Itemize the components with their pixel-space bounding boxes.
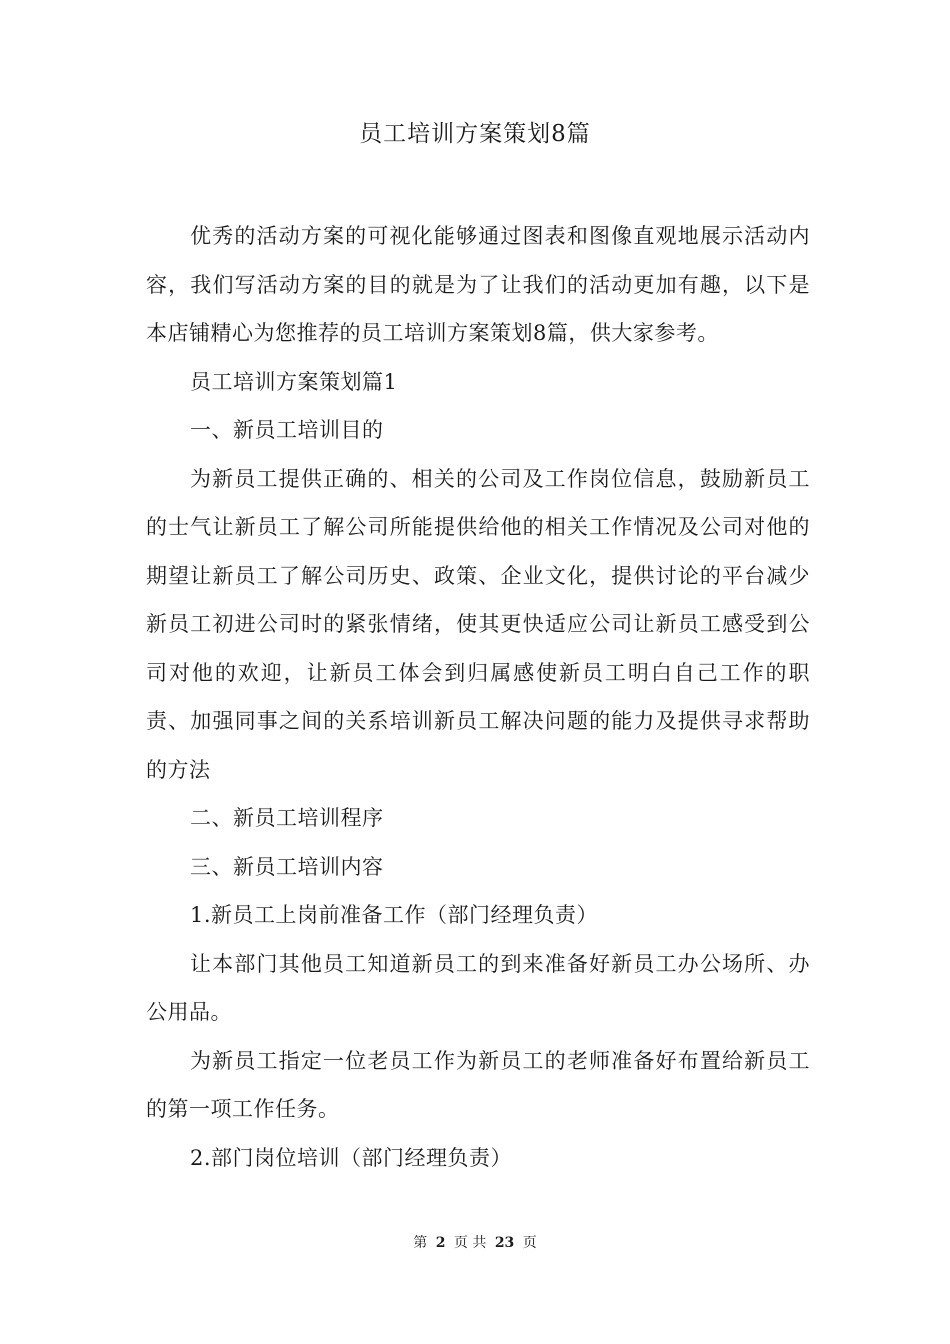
section-heading-procedure: 二、新员工培训程序 [190,806,384,830]
footer-suffix: 页 [522,1235,537,1251]
document-title: 员工培训方案策划8篇 [359,121,591,147]
section-heading-content: 三、新员工培训内容 [190,854,384,879]
footer-prefix: 第 [413,1235,428,1251]
subsection-heading-preparation: 1.新员工上岗前准备工作（部门经理负责） [190,903,599,927]
preparation-paragraph-2: 为新员工指定一位老员工作为新员工的老师准备好布置给新员工的第一项工作任务。 [146,1048,810,1121]
preparation-paragraph-1: 让本部门其他员工知道新员工的到来准备好新员工办公场所、办公用品。 [146,951,810,1024]
purpose-paragraph: 为新员工提供正确的、相关的公司及工作岗位信息，鼓励新员工的士气让新员工了解公司所能提供给他的相关工作情况及公司对他的期望让新员工了解公司历史、政策、企业文化，提供讨论的平台减少新员工初进公司时的紧张情绪，使其更快适应公司让新员工感受到公司对他的欢迎，让新员工体会到归属感使新员工明白自己工作的职责、加强同事之间的关系培训新员工解决问题的能力及提供寻求帮助的方法 [146,466,810,782]
intro-paragraph: 优秀的活动方案的可视化能够通过图表和图像直观地展示活动内容，我们写活动方案的目的就是为了让我们的活动更加有趣，以下是本店铺精心为您推荐的员工培训方案策划8篇，供大家参考。 [146,224,810,345]
footer-middle: 页 共 [453,1235,487,1251]
footer-page-number: 2 [435,1235,446,1251]
subsection-heading-department-training: 2.部门岗位培训（部门经理负责） [190,1145,513,1170]
footer-total-pages: 23 [494,1235,515,1251]
section-heading-purpose: 一、新员工培训目的 [190,418,384,442]
document-body [146,212,810,1182]
section-heading-plan-1: 员工培训方案策划篇1 [190,369,398,394]
page-footer [0,1233,950,1253]
